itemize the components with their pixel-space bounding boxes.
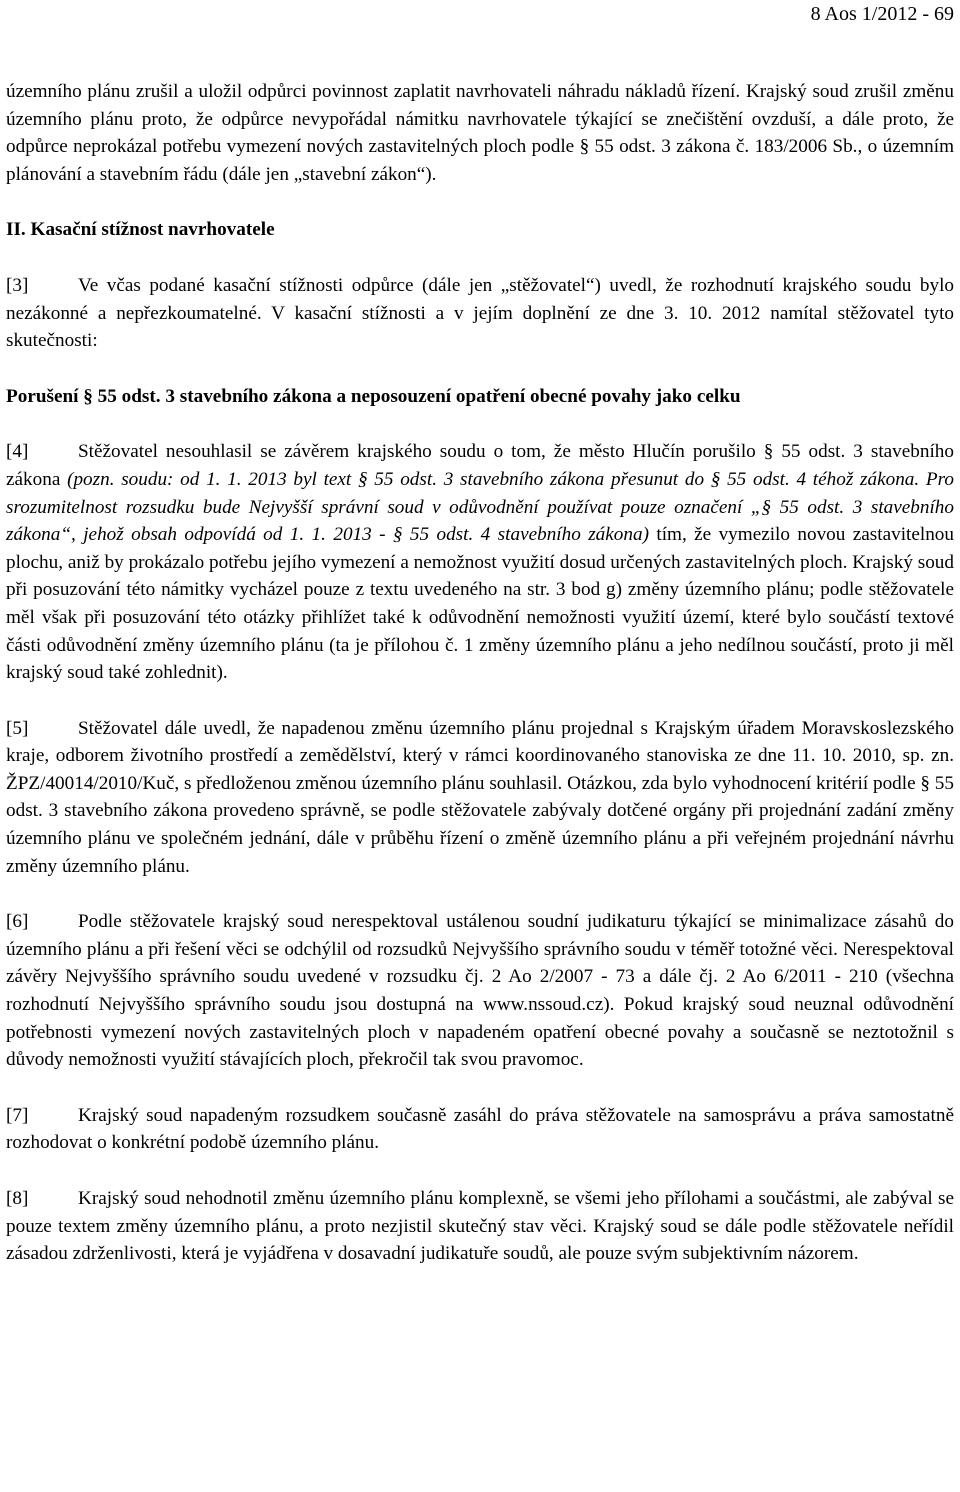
- paragraph-text: Podle stěžovatele krajský soud nerespektoval ustálenou soudní judikaturu týkající se minimalizace zásahů do územního plánu a při řešení věci se odchýlil od rozsudků Nejvyššího správního soudu v téměř totožné věci. Nerespektoval závěry Nejvyššího správního soudu uvedené v rozsudku čj. 2 Ao 2/2007 - 73 a dále čj. 2 Ao 6/2011 - 210 (všechna rozhodnutí Nejvyššího správního soudu jsou dostupná na www.nssoud.cz). Pokud krajský soud neuznal odůvodnění potřebnosti vymezení nových zastavitelných ploch v napadeném opatření obecné povahy a současně se neztotožnil s důvody nemožnosti využití stávajících ploch, překročil tak svou pravomoc.: [6, 911, 954, 1071]
- paragraph-text: Stěžovatel dále uvedl, že napadenou změnu územního plánu projednal s Krajským úřadem Moravskoslezského kraje, odborem životního prostředí a zemědělství, který v rámci koordinovaného stanoviska ze dne 11. 10. 2010, sp. zn. ŽPZ/40014/2010/Kuč, s předloženou změnou územního plánu souhlasil. Otázkou, zda bylo vyhodnocení kritérií podle § 55 odst. 3 stavebního zákona provedeno správně, se podle stěžovatele zabývaly dotčené orgány při projednání zadání změny územního plánu ve společném jednání, dále v průběhu řízení o změně územního plánu a při veřejném projednání návrhu změny územního plánu.: [6, 717, 954, 877]
- paragraph-text-continued: tím, že vymezilo novou zastavitelnou plochu, aniž by prokázalo potřebu jejího vymezení a nemožnost využití dosud určených zastavitelných ploch. Krajský soud při posuzování této námitky vycházel pouze z textu uvedeného na str. 3 bod g) změny územního plánu; podle stěžovatele měl však při posuzování této otázky přihlížet také k odůvodnění nemožnosti využití území, které bylo součástí textové části odůvodnění změny územního plánu (ta je přílohou č. 1 změny územního plánu a jeho nedílnou součástí, proto ji měl krajský soud také zohlednit).: [6, 524, 954, 684]
- ground-heading: Porušení § 55 odst. 3 stavebního zákona a neposouzení opatření obecné povahy jako celku: [6, 385, 741, 407]
- paragraph-number: [4]: [6, 441, 29, 463]
- paragraph-text: Ve včas podané kasační stížnosti odpůrce (dále jen „stěžovatel“) uvedl, že rozhodnutí krajského soudu bylo nezákonné a nepřezkoumatelné. V kasační stížnosti a v jejím doplnění ze dne 3. 10. 2012 namítal stěžovatel tyto skutečnosti:: [6, 274, 954, 352]
- paragraph-4: [6, 438, 954, 686]
- paragraph-8: [6, 1185, 954, 1268]
- paragraph-3: [6, 272, 954, 355]
- paragraph-6: [6, 908, 954, 1074]
- paragraph-number: [8]: [6, 1188, 29, 1209]
- document-body: [6, 78, 954, 1268]
- paragraph-text: Krajský soud napadeným rozsudkem současně zasáhl do práva stěžovatele na samosprávu a práva samostatně rozhodovat o konkrétní podobě územního plánu.: [6, 1104, 954, 1154]
- page-reference: 8 Aos 1/2012 - 69: [810, 3, 954, 25]
- paragraph-number: [5]: [6, 717, 29, 739]
- paragraph-text: Krajský soud nehodnotil změnu územního plánu komplexně, se všemi jeho přílohami a součástmi, ale zabýval se pouze textem změny územního plánu, a proto nezjistil skutečný stav věci. Krajský soud se dále podle stěžovatele neřídil zásadou zdrženlivosti, která je vyjádřena v dosavadní judikatuře soudů, ale pouze svým subjektivním názorem.: [6, 1188, 954, 1265]
- court-note: (pozn. soudu: od 1. 1. 2013 byl text § 55 odst. 3 stavebního zákona přesunut do § 55 odst. 4 téhož zákona. Pro srozumitelnost rozsudku bude Nejvyšší správní soud v odůvodnění používat pouze označení „§ 55 odst. 3 stavebního zákona“, jehož obsah odpovídá od 1. 1. 2013 - § 55 odst. 4 stavebního zákona): [6, 468, 954, 546]
- paragraph-5: [6, 715, 954, 881]
- paragraph-number: [7]: [6, 1104, 29, 1126]
- section-heading: II. Kasační stížnost navrhovatele: [6, 219, 275, 241]
- paragraph-text: Stěžovatel nesouhlasil se závěrem krajského soudu o tom, že město Hlučín porušilo § 55 odst. 3 stavebního zákona: [6, 441, 954, 490]
- paragraph-number: [6]: [6, 911, 29, 933]
- intro-paragraph: územního plánu zrušil a uložil odpůrci povinnost zaplatit navrhovateli náhradu nákladů řízení. Krajský soud zrušil změnu územního plánu proto, že odpůrce nevypořádal námitku navrhovatele týkající se znečištění ovzduší, a dále proto, že odpůrce neprokázal potřebu vymezení nových zastavitelných ploch podle § 55 odst. 3 zákona č. 183/2006 Sb., o územním plánování a stavebním řádu (dále jen „stavební zákon“).: [6, 81, 954, 185]
- paragraph-number: [3]: [6, 274, 29, 296]
- paragraph-7: [6, 1102, 954, 1157]
